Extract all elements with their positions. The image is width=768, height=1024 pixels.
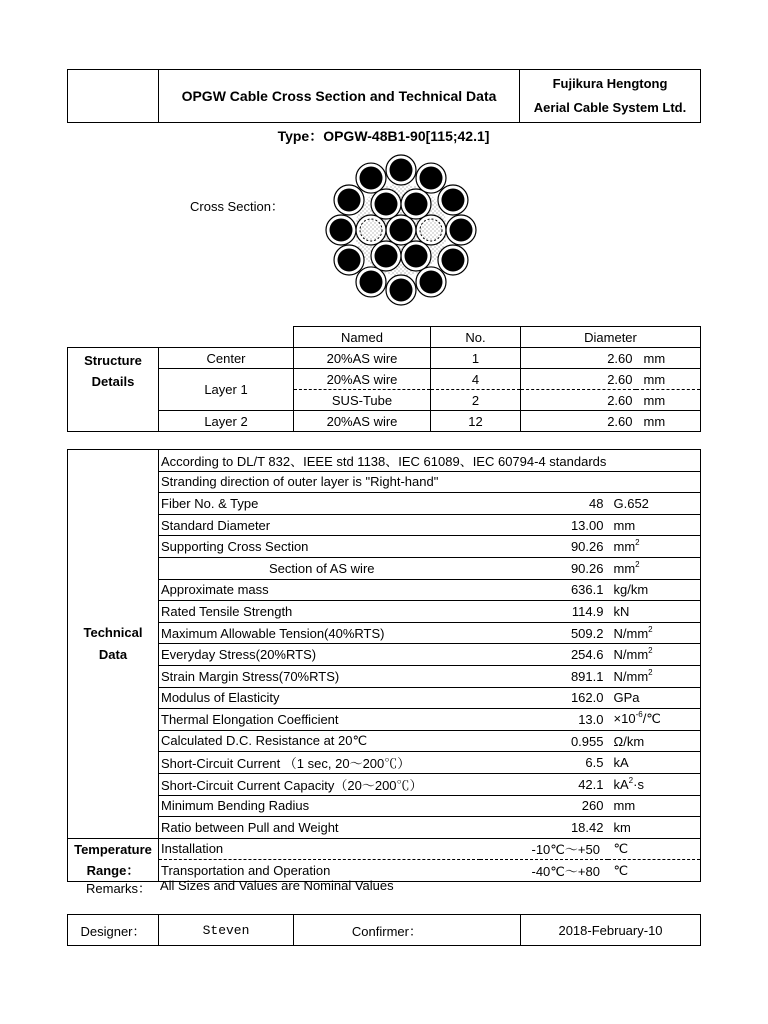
table-row: Minimum Bending Radius 260 mm <box>68 795 701 817</box>
header-blank-cell <box>68 70 159 123</box>
table-row: Supporting Cross Section 90.26 $mm^2$ <box>68 536 701 558</box>
layer2-wire-core <box>338 249 361 272</box>
table-row: Ratio between Pull and Weight 18.42 km <box>68 817 701 839</box>
document-date: 2018-February-10 <box>521 915 701 946</box>
table-row: Calculated D.C. Resistance at 20℃ 0.955 Ω/km <box>68 730 701 752</box>
company-line-1: Fujikura Hengtong <box>552 76 668 91</box>
layer2-wire-core <box>450 219 473 242</box>
layer-2: Layer 2 <box>159 411 294 432</box>
table-row: Everyday Stress(20%RTS) 254.6 $N/mm^2$ <box>68 644 701 666</box>
layer-1: Layer 1 <box>159 369 294 411</box>
temperature-range-label: Temperature Range： <box>68 838 159 881</box>
layer-center: Center <box>159 348 294 369</box>
table-row: 20%AS wire <box>294 348 431 369</box>
structure-details-label: Structure Details <box>68 348 159 432</box>
table-row: Standard Diameter 13.00 mm <box>68 514 701 536</box>
table-row: Maximum Allowable Tension(40%RTS) 509.2 $N/mm^2$ <box>68 622 701 644</box>
layer1-wire-core <box>375 244 398 267</box>
layer2-wire-core <box>330 219 353 242</box>
cross-section-diagram <box>320 152 482 312</box>
layer2-wire-core <box>420 270 443 293</box>
table-row: Section of AS wire 90.26 $mm^2$ <box>68 557 701 579</box>
table-row: Transportation and Operation -40℃～+80 ℃ <box>68 860 701 882</box>
layer2-wire-core <box>390 279 413 302</box>
confirmer-label: Confirmer： <box>294 915 521 946</box>
remarks-text: All Sizes and Values are Nominal Values <box>160 878 394 893</box>
col-header-named: Named <box>294 327 431 348</box>
layer1-wire-core <box>405 193 428 216</box>
table-row: Approximate mass 636.1 kg/km <box>68 579 701 601</box>
layer2-wire-core <box>338 189 361 212</box>
layer2-wire-core <box>420 167 443 190</box>
layer1-wire-core <box>375 193 398 216</box>
layer2-wire-core <box>441 249 464 272</box>
structure-table: Named No. Diameter Structure Details Center 20%AS wire 1 2.60 mm Layer 1 20%AS wire 4 2.60 mm SUS-Tube 2 2.60 mm Layer 2 20%AS wire 12 2.60 mm <box>67 326 701 432</box>
col-header-diameter: Diameter <box>521 327 701 348</box>
sus-tube-fibers <box>420 219 442 241</box>
designer-signature: Steven <box>159 915 294 946</box>
layer2-wire-core <box>360 167 383 190</box>
footer-table <box>67 914 701 946</box>
company-line-2: Aerial Cable System Ltd. <box>533 100 687 115</box>
table-row: Temperature Range： Installation -10℃～+50 ℃ <box>68 838 701 860</box>
table-row: Fiber No. & Type 48 G.652 <box>68 493 701 515</box>
technical-data-label: Technical Data <box>68 450 159 839</box>
designer-label: Designer： <box>68 915 159 946</box>
col-header-no: No. <box>431 327 521 348</box>
remarks-label: Remarks： <box>86 881 152 896</box>
table-row: Short-Circuit Current Capacity（20～200℃） 42.1 $kA^2\cdot s$ <box>68 773 701 795</box>
layer2-wire-core <box>360 270 383 293</box>
sus-tube-fibers <box>360 219 382 241</box>
table-row: Rated Tensile Strength 114.9 kN <box>68 601 701 623</box>
layer2-wire-core <box>441 189 464 212</box>
document-title: OPGW Cable Cross Section and Technical Data <box>159 70 520 123</box>
table-row: Strain Margin Stress(70%RTS) 891.1 $N/mm^2$ <box>68 665 701 687</box>
layer2-wire-core <box>390 159 413 182</box>
table-row: Modulus of Elasticity 162.0 GPa <box>68 687 701 709</box>
cross-section-label: Cross Section： <box>190 199 284 214</box>
stranding-text: Stranding direction of outer layer is "Right-hand" <box>159 471 701 493</box>
cable-type: Type：OPGW-48B1-90[115;42.1] <box>277 128 490 144</box>
company-name <box>520 70 701 123</box>
center-wire-core <box>390 219 413 242</box>
header-table <box>67 69 701 123</box>
table-row: Short-Circuit Current （1 sec, 20～200℃） 6.5 kA <box>68 752 701 774</box>
standards-text: According to DL/T 832、IEEE std 1138、IEC 61089、IEC 60794-4 standards <box>159 450 701 472</box>
table-row: Thermal Elongation Coefficient 13.0 $\times 10^{-6}/℃$ <box>68 709 701 731</box>
technical-data-table <box>67 449 701 882</box>
layer1-wire-core <box>405 244 428 267</box>
